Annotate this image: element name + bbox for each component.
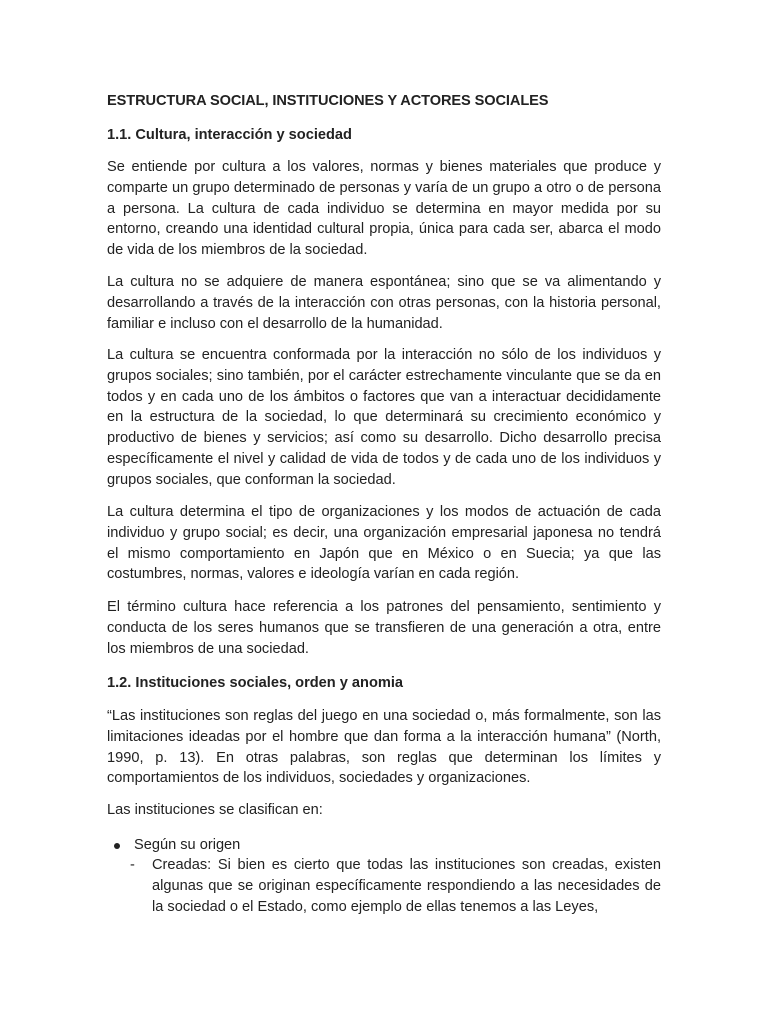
paragraph: Las instituciones se clasifican en: bbox=[107, 802, 323, 818]
bullet-icon bbox=[114, 843, 120, 849]
dash-item-text: Creadas: Si bien es cierto que todas las instituciones son creadas, existen algunas que se originan específicamente respondiendo a las necesidades de la sociedad o el Estado, como ejemplo de ellas tenemos a las Leyes, bbox=[152, 857, 661, 915]
paragraph: La cultura no se adquiere de manera espontánea; sino que se va alimentando y desarrollando a través de la interacción con otras personas, con la historia personal, familiar e incluso con el desarrollo de la humanidad. bbox=[107, 274, 661, 332]
paragraph: Se entiende por cultura a los valores, normas y bienes materiales que produce y comparte un grupo determinado de personas y varía de un grupo a otro o de persona a persona. La cultura de cada individuo se determina en mayor medida por su entorno, creando una identidad cultural propia, única para cada ser, abarca el modo de vida de los miembros de la sociedad. bbox=[107, 159, 661, 259]
paragraph: La cultura determina el tipo de organizaciones y los modos de actuación de cada individuo y grupo social; es decir, una organización empresarial japonesa no tendrá el mismo comportamiento en Japón que en México o en Suecia; ya que las costumbres, normas, valores e ideología varían en cada región. bbox=[107, 504, 661, 583]
section-heading-cultura: 1.1. Cultura, interacción y sociedad bbox=[107, 127, 352, 143]
section-heading-instituciones: 1.2. Instituciones sociales, orden y anomia bbox=[107, 675, 404, 691]
paragraph: “Las instituciones son reglas del juego en una sociedad o, más formalmente, son las limitaciones ideadas por el hombre que dan forma a la interacción humana” (North, 1990, p. 13). En otras palabras, son reglas que determinan los límites y comportamientos de los individuos, sociedades y organizaciones. bbox=[107, 708, 661, 787]
document-title: ESTRUCTURA SOCIAL, INSTITUCIONES Y ACTORES SOCIALES bbox=[107, 93, 549, 109]
bullet-text: Según su origen bbox=[134, 837, 241, 853]
paragraph: El término cultura hace referencia a los patrones del pensamiento, sentimiento y conducta de los seres humanos que se transfieren de una generación a otra, entre los miembros de una sociedad. bbox=[107, 599, 661, 657]
paragraph: La cultura se encuentra conformada por la interacción no sólo de los individuos y grupos sociales; sino también, por el carácter estrechamente vinculante que se da en todos y en cada uno de los ámbitos o factores que van a interactuar decididamente en la estructura de la sociedad, lo que determinará su crecimiento económico y productivo de bienes y servicios; así como su desarrollo. Dicho desarrollo precisa específicamente el nivel y calidad de vida de todos y de cada uno de los individuos y grupos sociales, que conforman la sociedad. bbox=[107, 347, 661, 488]
dash-icon: - bbox=[130, 857, 135, 873]
